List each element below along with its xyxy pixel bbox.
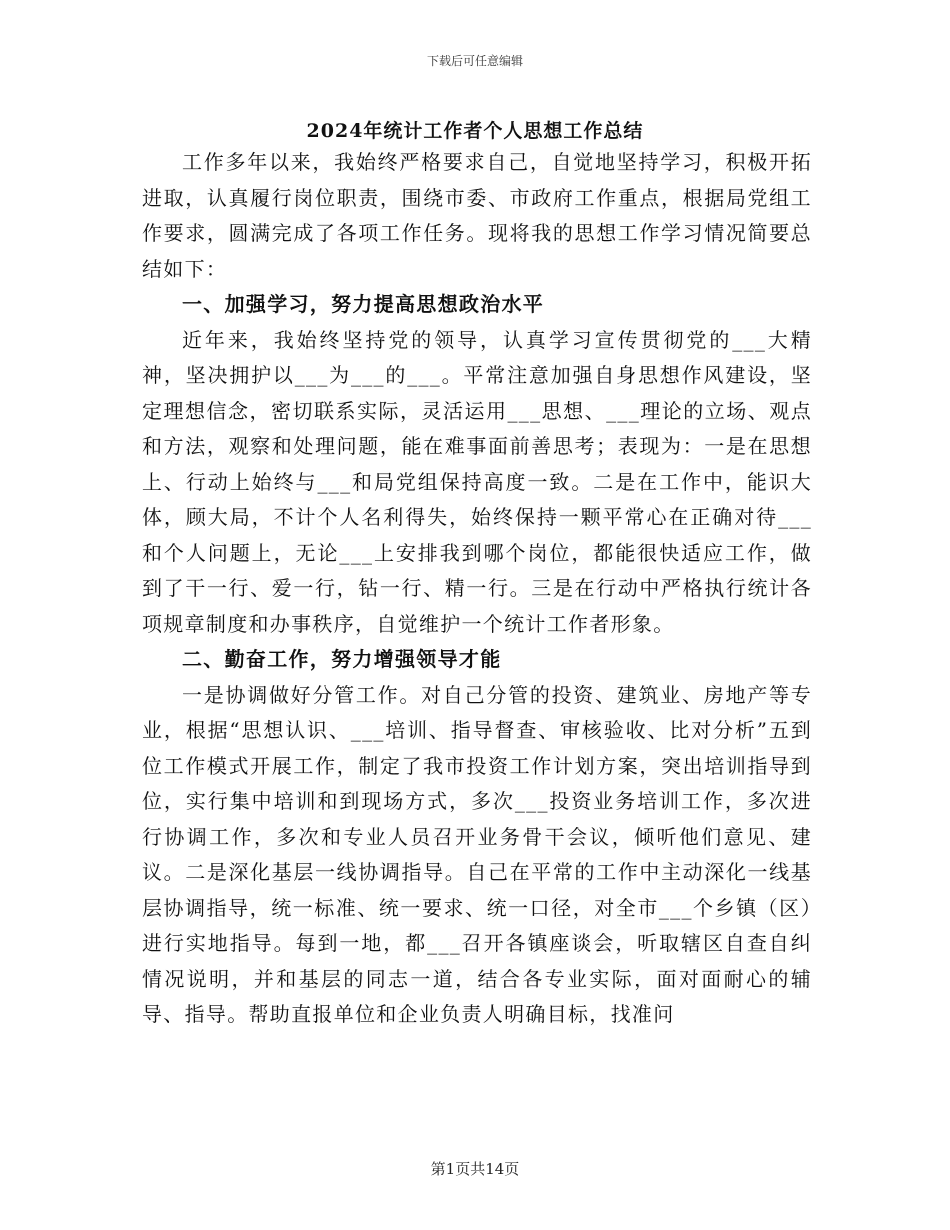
intro-paragraph: 工作多年以来，我始终严格要求自己，自觉地坚持学习，积极开拓进取，认真履行岗位职责，围绕市委、市政府工作重点，根据局党组工作要求，圆满完成了各项工作任务。现将我的思想工作学习情况简要总结如下： — [142, 150, 812, 281]
section-1-heading: 一、加强学习，努力提高思想政治水平 — [182, 292, 545, 316]
page-header-note: 下载后可任意编辑 — [426, 54, 523, 68]
page-footer-indicator: 第1页共14页 — [430, 1160, 520, 1178]
section-2-heading: 二、勤奋工作，努力增强领导才能 — [182, 647, 502, 671]
section-1-paragraph: 近年来，我始终坚持党的领导，认真学习宣传贯彻党的___大精神，坚决拥护以___为___的___。平常注意加强自身思想作风建设，坚定理想信念，密切联系实际，灵活运用___思想、___理论的立场、观点和方法，观察和处理问题，能在难事面前善思考；表现为：一是在思想上、行动上始终与___和局党组保持高度一致。二是在工作中，能识大体，顾大局，不计个人名利得失，始终保持一颗平常心在正确对待___和个人问题上，无论___上安排我到哪个岗位，都能很快适应工作，做到了干一行、爱一行，钻一行、精一行。三是在行动中严格执行统计各项规章制度和办事秩序，自觉维护一个统计工作者形象。 — [142, 327, 812, 636]
section-2-paragraph: 一是协调做好分管工作。对自己分管的投资、建筑业、房地产等专业，根据“思想认识、___培训、指导督查、审核验收、比对分析”五到位工作模式开展工作，制定了我市投资工作计划方案，突出培训指导到位，实行集中培训和到现场方式，多次___投资业务培训工作，多次进行协调工作，多次和专业人员召开业务骨干会议，倾听他们意见、建议。二是深化基层一线协调指导。自己在平常的工作中主动深化一线基层协调指导，统一标准、统一要求、统一口径，对全市___个乡镇（区）进行实地指导。每到一地，都___召开各镇座谈会，听取辖区自查自纠情况说明，并和基层的同志一道，结合各专业实际，面对面耐心的辅导、指导。帮助直报单位和企业负责人明确目标，找准问 — [142, 682, 812, 1026]
document-body — [142, 145, 812, 1033]
page-title: 2024年统计工作者个人思想工作总结 — [306, 120, 644, 142]
